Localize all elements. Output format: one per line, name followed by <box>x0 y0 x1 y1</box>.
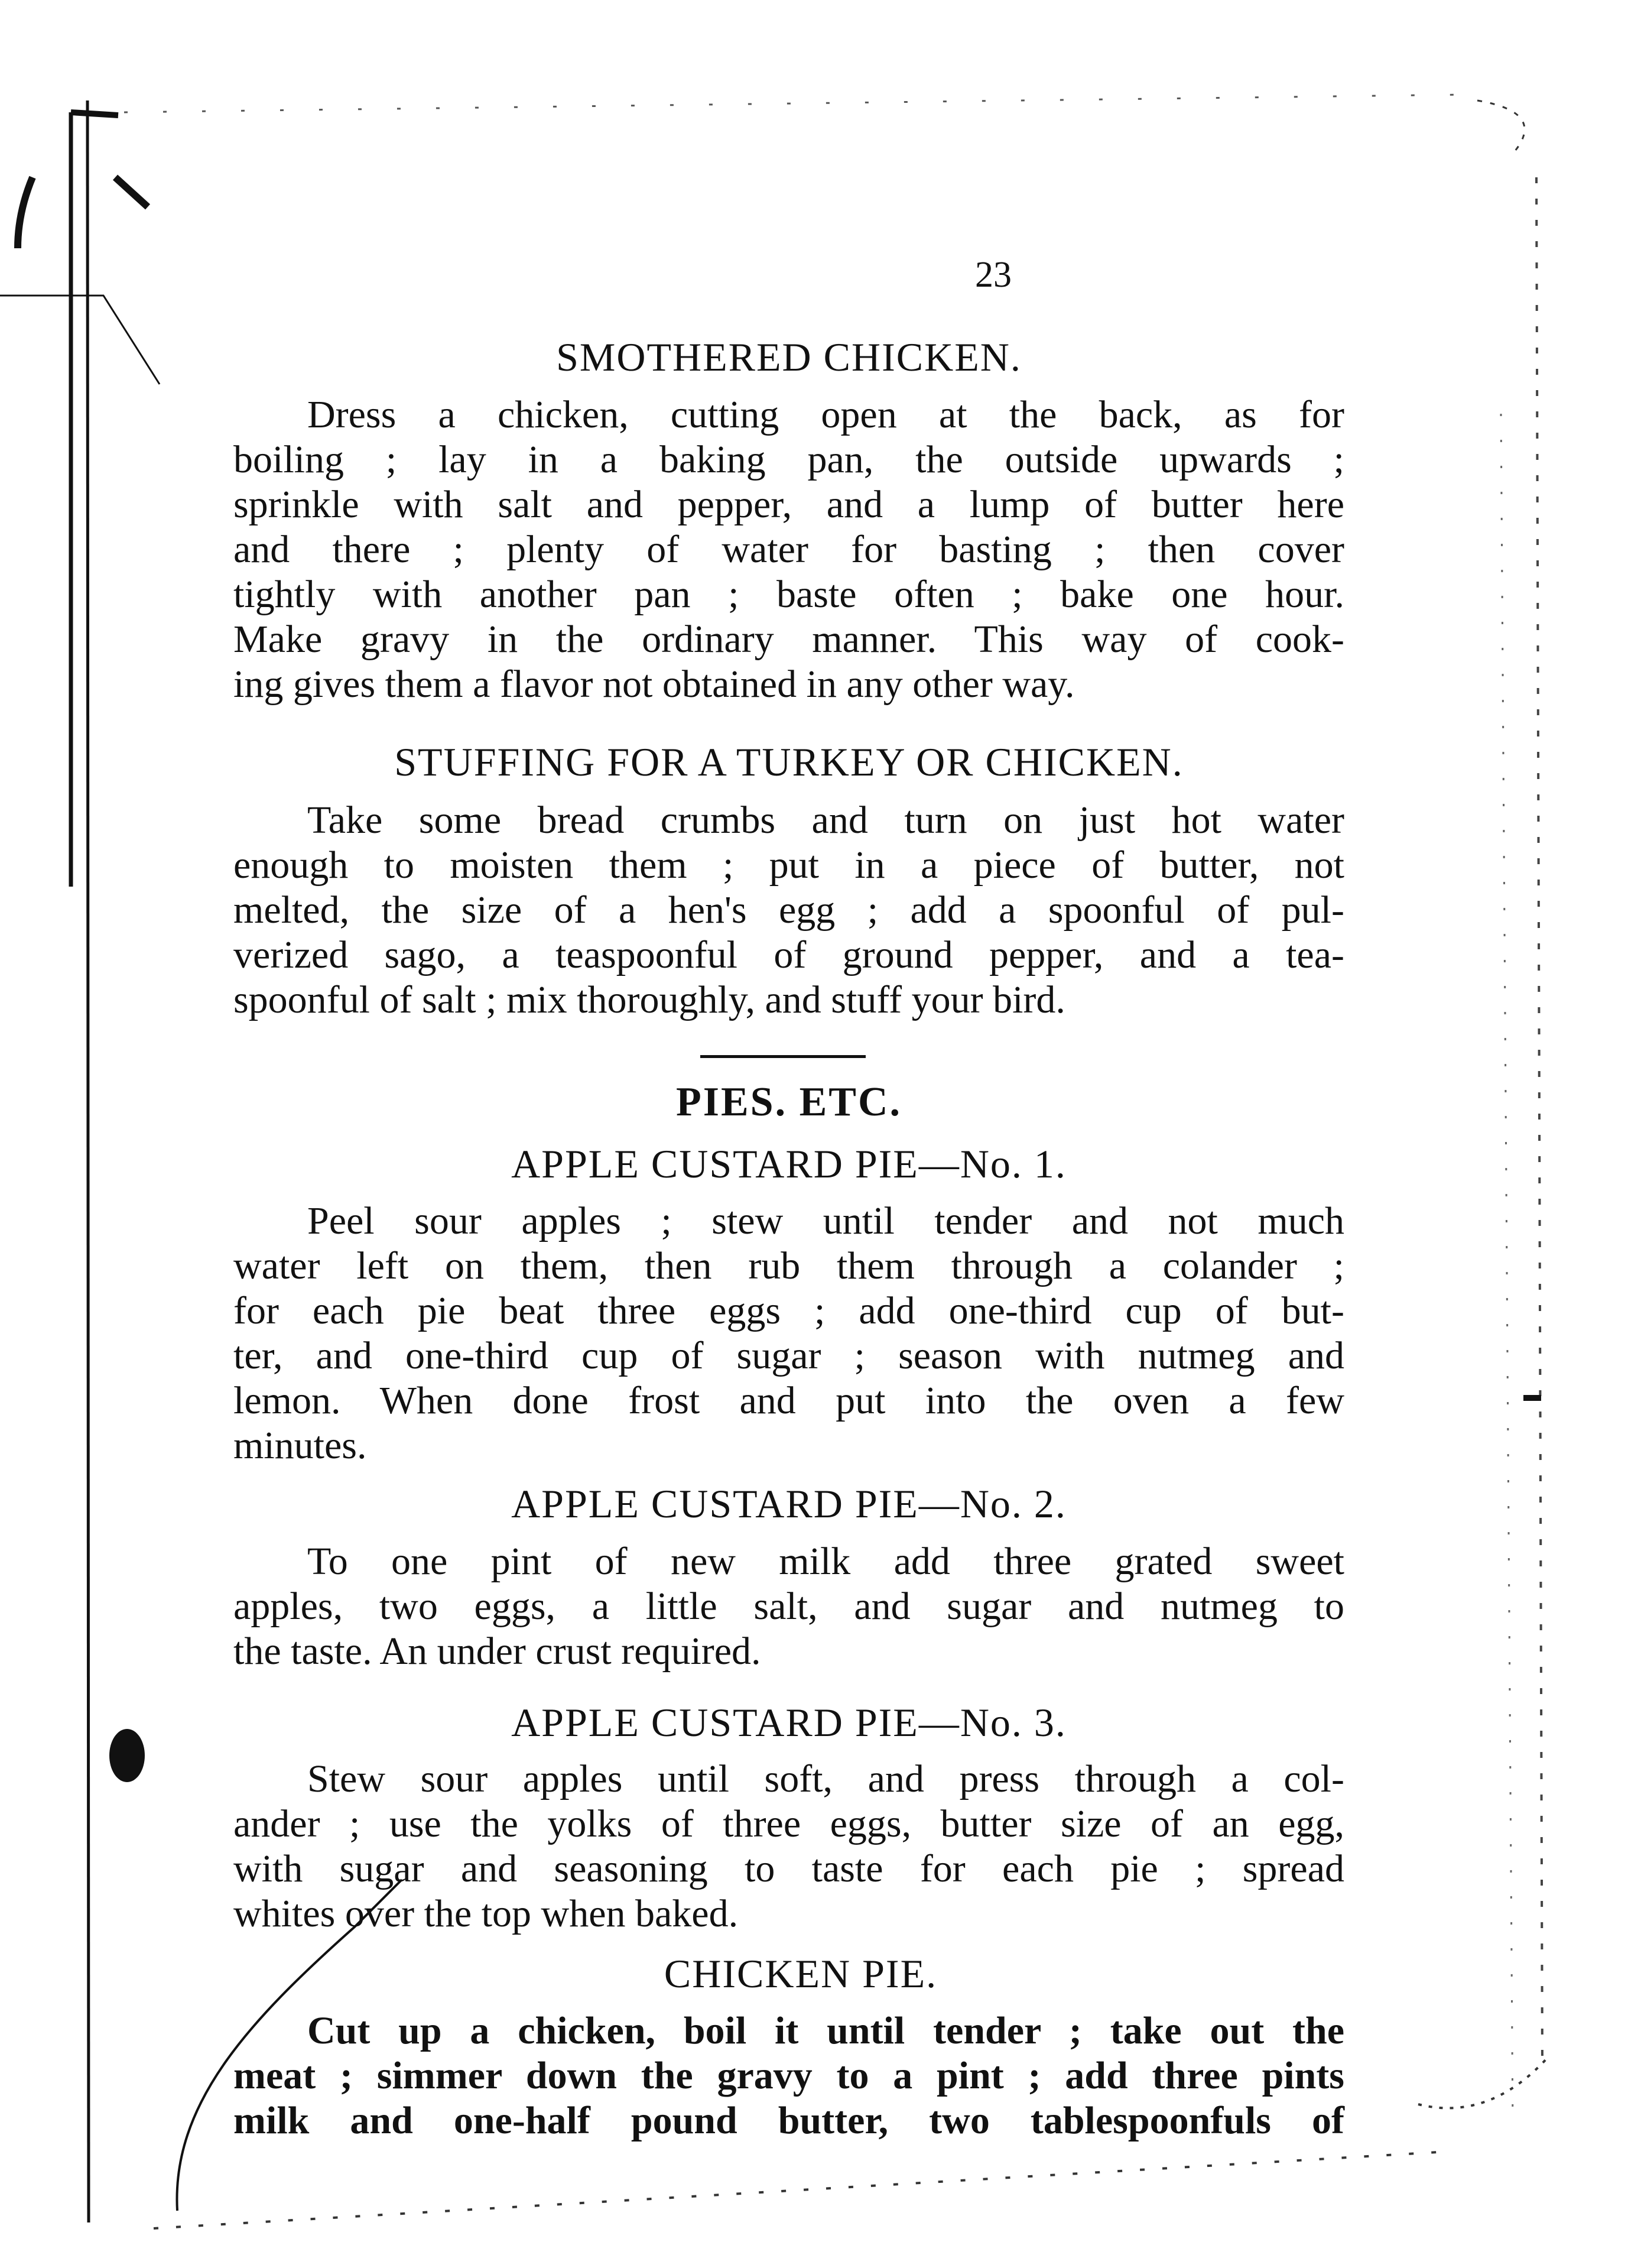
text-line: tightly with another pan ; baste often ; bake one hour. <box>233 573 1344 616</box>
section-divider <box>700 1055 866 1058</box>
text-line: for each pie beat three eggs ; add one-third cup of but- <box>233 1289 1344 1332</box>
page-number: 23 <box>975 255 1012 295</box>
text-line: Peel sour apples ; stew until tender and not much <box>307 1199 1344 1242</box>
section-title: PIES. ETC. <box>675 1079 902 1125</box>
text-line: and there ; plenty of water for basting ; then cover <box>233 528 1344 571</box>
text-line: enough to moisten them ; put in a piece of butter, not <box>233 843 1344 887</box>
recipe-body <box>233 2009 1344 2143</box>
recipe-body <box>233 1199 1344 1468</box>
recipe-body <box>233 1757 1344 1936</box>
text-line: sprinkle with salt and pepper, and a lump of butter here <box>233 483 1344 526</box>
text-line: whites over the top when baked. <box>233 1892 739 1935</box>
text-line: To one pint of new milk add three grated sweet <box>307 1540 1344 1583</box>
text-line: Stew sour apples until soft, and press through a col- <box>307 1757 1344 1800</box>
text-line: spoonful of salt ; mix thoroughly, and stuff your bird. <box>233 978 1065 1021</box>
text-line: Take some bread crumbs and turn on just hot water <box>307 799 1344 842</box>
text-line: milk and one-half pound butter, two tablespoonfuls of <box>233 2099 1344 2142</box>
text-line: melted, the size of a hen's egg ; add a spoonful of pul- <box>233 888 1344 932</box>
recipe-body <box>233 392 1344 707</box>
recipe-title: SMOTHERED CHICKEN. <box>556 335 1022 379</box>
text-line: Cut up a chicken, boil it until tender ; take out the <box>307 2009 1344 2052</box>
recipe-title: APPLE CUSTARD PIE—No. 2. <box>511 1481 1067 1526</box>
recipe-title: APPLE CUSTARD PIE—No. 3. <box>511 1700 1067 1745</box>
text-line: ing gives them a flavor not obtained in any other way. <box>233 663 1075 706</box>
recipe-title: APPLE CUSTARD PIE—No. 1. <box>511 1141 1067 1186</box>
text-line: Dress a chicken, cutting open at the back, as for <box>307 393 1344 436</box>
text-line: ander ; use the yolks of three eggs, butter size of an egg, <box>233 1802 1344 1845</box>
text-line: verized sago, a teaspoonful of ground pepper, and a tea- <box>233 933 1344 976</box>
text-line: with sugar and seasoning to taste for each pie ; spread <box>233 1847 1344 1890</box>
text-line: ter, and one-third cup of sugar ; season with nutmeg and <box>233 1334 1344 1377</box>
text-line: water left on them, then rub them through a colander ; <box>233 1244 1344 1287</box>
text-line: boiling ; lay in a baking pan, the outside upwards ; <box>233 438 1344 481</box>
text-line: Make gravy in the ordinary manner. This way of cook- <box>233 618 1344 661</box>
text-line: minutes. <box>233 1424 367 1467</box>
recipe-title: CHICKEN PIE. <box>664 1951 938 1996</box>
text-line: apples, two eggs, a little salt, and sugar and nutmeg to <box>233 1585 1344 1628</box>
recipe-body <box>233 798 1344 1023</box>
recipe-body <box>233 1539 1344 1674</box>
recipe-title: STUFFING FOR A TURKEY OR CHICKEN. <box>394 739 1184 784</box>
text-line: the taste. An under crust required. <box>233 1630 761 1673</box>
text-line: meat ; simmer down the gravy to a pint ; add three pints <box>233 2054 1344 2097</box>
text-line: lemon. When done frost and put into the oven a few <box>233 1379 1344 1422</box>
